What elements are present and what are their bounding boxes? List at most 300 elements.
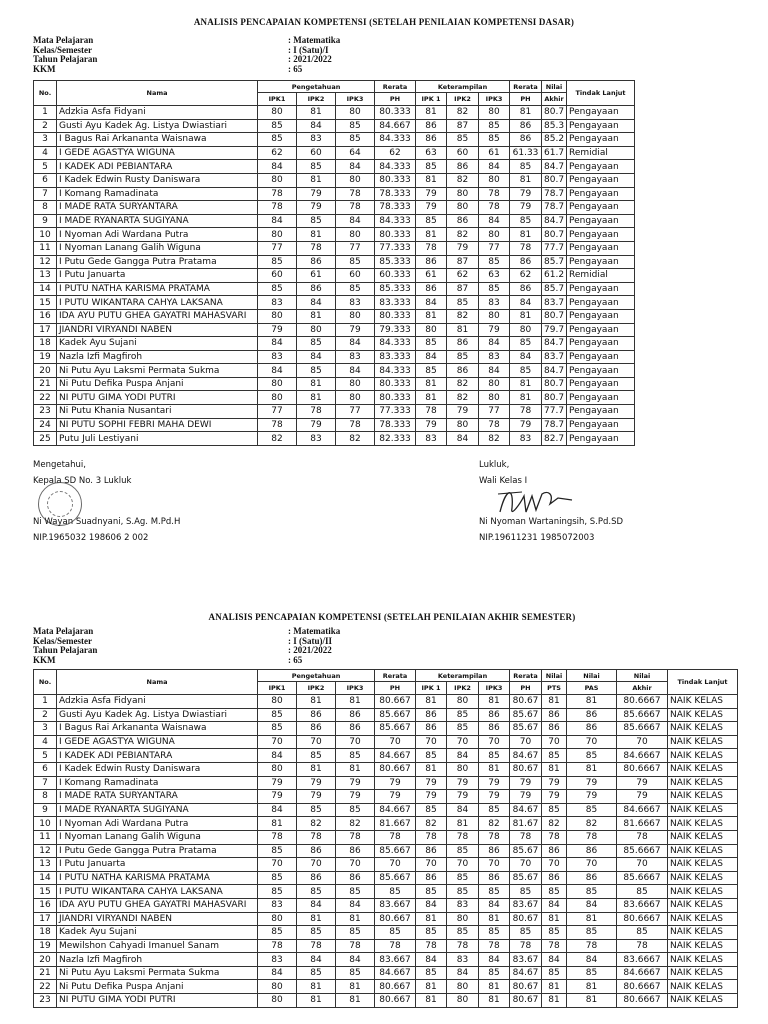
score-cell: 78 <box>510 405 542 419</box>
score-cell: 82 <box>447 377 479 391</box>
score-cell: 80 <box>258 980 297 994</box>
table-row <box>34 255 635 269</box>
score-cell: 70 <box>375 858 416 872</box>
score-cell: 86 <box>416 133 447 147</box>
report2-table <box>33 669 738 1008</box>
student-name: I MADE RYANARTA SUGIYANA <box>57 214 258 228</box>
student-name: I MADE RYANARTA SUGIYANA <box>57 803 258 817</box>
score-cell: 80 <box>258 173 297 187</box>
score-cell: 80.333 <box>375 391 416 405</box>
score-cell: 85 <box>297 749 336 763</box>
score-cell: 77.333 <box>375 405 416 419</box>
row-number: 2 <box>34 708 57 722</box>
table-row <box>34 762 738 776</box>
table-row <box>34 966 738 980</box>
score-cell: 86 <box>416 844 447 858</box>
student-name: IDA AYU PUTU GHEA GAYATRI MAHASVARI <box>57 898 258 912</box>
score-cell: 85 <box>258 133 297 147</box>
tindak-lanjut: Remidial <box>567 269 635 283</box>
row-number: 22 <box>34 391 57 405</box>
score-cell: 81 <box>567 980 617 994</box>
score-cell: 78 <box>510 830 542 844</box>
row-number: 9 <box>34 803 57 817</box>
score-cell: 85 <box>479 255 510 269</box>
score-cell: 84 <box>336 953 375 967</box>
table-row <box>34 885 738 899</box>
meta-row <box>33 656 340 666</box>
tindak-lanjut: Pengayaan <box>567 106 635 120</box>
score-cell: 81 <box>510 228 542 242</box>
score-cell: 84.667 <box>375 749 416 763</box>
tindak-lanjut: Pengayaan <box>567 228 635 242</box>
header-keterampilan: Keterampilan <box>416 670 510 682</box>
score-cell: 81 <box>297 173 336 187</box>
score-cell: 85 <box>297 214 336 228</box>
score-cell: 80.667 <box>375 994 416 1008</box>
score-cell: 85 <box>447 926 479 940</box>
score-cell: 85 <box>510 214 542 228</box>
score-cell: 83.7 <box>542 296 567 310</box>
score-cell: 83.6667 <box>617 898 668 912</box>
score-cell: 84 <box>336 898 375 912</box>
row-number: 12 <box>34 255 57 269</box>
score-cell: 85 <box>297 803 336 817</box>
score-cell: 80 <box>258 228 297 242</box>
score-cell: 85 <box>479 966 510 980</box>
score-cell: 86 <box>542 871 567 885</box>
meta-row <box>33 65 340 75</box>
score-cell: 82 <box>542 817 567 831</box>
score-cell: 80 <box>258 994 297 1008</box>
score-cell: 84 <box>479 160 510 174</box>
row-number: 1 <box>34 106 57 120</box>
score-cell: 70 <box>447 858 479 872</box>
score-cell: 80.67 <box>510 695 542 709</box>
meta-label: KKM <box>33 63 56 74</box>
score-cell: 80 <box>336 391 375 405</box>
score-cell: 81 <box>416 391 447 405</box>
table-row <box>34 695 738 709</box>
score-cell: 86 <box>336 722 375 736</box>
table-row <box>34 364 635 378</box>
tindak-lanjut: Pengayaan <box>567 201 635 215</box>
tindak-lanjut: Pengayaan <box>567 296 635 310</box>
score-cell: 85 <box>258 282 297 296</box>
score-cell: 85 <box>542 885 567 899</box>
score-cell: 83.667 <box>375 953 416 967</box>
table-row <box>34 106 635 120</box>
meta-value: : 2021/2022 <box>288 645 332 655</box>
score-cell: 80.7 <box>542 228 567 242</box>
score-cell: 86 <box>416 871 447 885</box>
report1-table <box>33 80 635 446</box>
score-cell: 84 <box>297 898 336 912</box>
score-cell: 85 <box>479 119 510 133</box>
table-row <box>34 749 738 763</box>
student-name: I Nyoman Adi Wardana Putra <box>57 228 258 242</box>
score-cell: 80 <box>416 323 447 337</box>
student-name: Ni Putu Ayu Laksmi Permata Sukma <box>57 364 258 378</box>
tindak-lanjut: NAIK KELAS <box>668 844 738 858</box>
tindak-lanjut: Pengayaan <box>567 119 635 133</box>
score-cell: 60 <box>258 269 297 283</box>
score-cell: 85 <box>258 722 297 736</box>
score-cell: 63 <box>479 269 510 283</box>
row-number: 21 <box>34 966 57 980</box>
tindak-lanjut: Remidial <box>567 146 635 160</box>
score-cell: 83 <box>447 898 479 912</box>
score-cell: 70 <box>542 858 567 872</box>
tindak-lanjut: NAIK KELAS <box>668 926 738 940</box>
score-cell: 85 <box>258 255 297 269</box>
score-cell: 85 <box>336 885 375 899</box>
tindak-lanjut: Pengayaan <box>567 160 635 174</box>
score-cell: 79 <box>447 405 479 419</box>
score-cell: 84 <box>336 337 375 351</box>
tindak-lanjut: NAIK KELAS <box>668 830 738 844</box>
score-cell: 83 <box>258 296 297 310</box>
row-number: 15 <box>34 296 57 310</box>
meta-value: : Matematika <box>288 626 341 636</box>
score-cell: 85.6667 <box>617 844 668 858</box>
tindak-lanjut: NAIK KELAS <box>668 803 738 817</box>
score-cell: 79 <box>297 776 336 790</box>
score-cell: 80 <box>479 377 510 391</box>
table-row <box>34 119 635 133</box>
score-cell: 82 <box>336 432 375 446</box>
score-cell: 79 <box>416 418 447 432</box>
score-cell: 84 <box>447 803 479 817</box>
score-cell: 83.667 <box>375 898 416 912</box>
score-cell: 80.67 <box>510 762 542 776</box>
row-number: 4 <box>34 146 57 160</box>
score-cell: 86 <box>447 214 479 228</box>
score-cell: 77 <box>336 241 375 255</box>
score-cell: 79 <box>479 790 510 804</box>
score-cell: 86 <box>479 708 510 722</box>
score-cell: 61.33 <box>510 146 542 160</box>
score-cell: 86 <box>297 871 336 885</box>
tindak-lanjut: NAIK KELAS <box>668 885 738 899</box>
row-number: 5 <box>34 749 57 763</box>
row-number: 19 <box>34 350 57 364</box>
score-cell: 77 <box>479 405 510 419</box>
score-cell: 81 <box>567 994 617 1008</box>
header-pengetahuan: Pengetahuan <box>258 81 375 93</box>
score-cell: 78 <box>617 830 668 844</box>
score-cell: 78 <box>297 405 336 419</box>
score-cell: 85 <box>447 844 479 858</box>
score-cell: 85 <box>258 119 297 133</box>
score-cell: 81 <box>542 695 567 709</box>
score-cell: 86 <box>542 722 567 736</box>
score-cell: 84 <box>479 953 510 967</box>
score-cell: 84.7 <box>542 160 567 174</box>
score-cell: 82 <box>447 106 479 120</box>
score-cell: 83 <box>336 350 375 364</box>
score-cell: 80 <box>447 187 479 201</box>
row-number: 15 <box>34 885 57 899</box>
score-cell: 78 <box>479 187 510 201</box>
score-cell: 84 <box>258 749 297 763</box>
score-cell: 78 <box>542 939 567 953</box>
table-row <box>34 337 635 351</box>
score-cell: 81.67 <box>510 817 542 831</box>
score-cell: 77.7 <box>542 405 567 419</box>
student-name: Ni Putu Khania Nusantari <box>57 405 258 419</box>
header-ipk-3: IPK3 <box>479 682 510 695</box>
report1-meta <box>33 36 340 74</box>
score-cell: 84.667 <box>375 119 416 133</box>
score-cell: 85.667 <box>375 871 416 885</box>
score-cell: 83 <box>258 898 297 912</box>
header-nilai: Nilai <box>567 670 617 682</box>
header-ph: PH <box>510 93 542 106</box>
score-cell: 85 <box>375 926 416 940</box>
score-cell: 82 <box>479 432 510 446</box>
table-row <box>34 187 635 201</box>
score-cell: 86 <box>416 282 447 296</box>
score-cell: 78 <box>479 830 510 844</box>
tindak-lanjut: NAIK KELAS <box>668 708 738 722</box>
row-number: 18 <box>34 337 57 351</box>
table-row <box>34 735 738 749</box>
score-cell: 70 <box>479 735 510 749</box>
score-cell: 85 <box>567 926 617 940</box>
score-cell: 81.667 <box>375 817 416 831</box>
row-number: 22 <box>34 980 57 994</box>
score-cell: 79 <box>336 776 375 790</box>
score-cell: 84.7 <box>542 214 567 228</box>
score-cell: 86 <box>447 337 479 351</box>
score-cell: 81 <box>297 994 336 1008</box>
score-cell: 85 <box>416 803 447 817</box>
score-cell: 78 <box>336 187 375 201</box>
score-cell: 84.7 <box>542 364 567 378</box>
score-cell: 85 <box>510 926 542 940</box>
score-cell: 85 <box>479 133 510 147</box>
row-number: 8 <box>34 201 57 215</box>
score-cell: 80 <box>447 912 479 926</box>
score-cell: 84.6667 <box>617 749 668 763</box>
score-cell: 79 <box>447 776 479 790</box>
table-row <box>34 803 738 817</box>
score-cell: 78 <box>336 830 375 844</box>
score-cell: 70 <box>479 858 510 872</box>
report2-meta <box>33 627 340 665</box>
header-ipk3: IPK3 <box>336 93 375 106</box>
score-cell: 81 <box>447 817 479 831</box>
student-name: I PUTU WIKANTARA CAHYA LAKSANA <box>57 885 258 899</box>
header-ipk-3: IPK3 <box>479 93 510 106</box>
score-cell: 86 <box>567 844 617 858</box>
score-cell: 85.7 <box>542 255 567 269</box>
score-cell: 85 <box>297 926 336 940</box>
student-name: I MADE RATA SURYANTARA <box>57 790 258 804</box>
table-row <box>34 228 635 242</box>
tindak-lanjut: Pengayaan <box>567 337 635 351</box>
tindak-lanjut: Pengayaan <box>567 432 635 446</box>
score-cell: 85 <box>416 966 447 980</box>
score-cell: 85 <box>567 803 617 817</box>
score-cell: 80.67 <box>510 994 542 1008</box>
tindak-lanjut: NAIK KELAS <box>668 966 738 980</box>
score-cell: 85 <box>416 364 447 378</box>
student-name: IDA AYU PUTU GHEA GAYATRI MAHASVARI <box>57 309 258 323</box>
row-number: 25 <box>34 432 57 446</box>
student-name: I Nyoman Lanang Galih Wiguna <box>57 241 258 255</box>
score-cell: 83 <box>479 350 510 364</box>
score-cell: 78 <box>416 939 447 953</box>
score-cell: 80 <box>479 228 510 242</box>
score-cell: 81 <box>258 817 297 831</box>
student-name: I Nyoman Adi Wardana Putra <box>57 817 258 831</box>
score-cell: 62 <box>447 269 479 283</box>
score-cell: 79 <box>416 790 447 804</box>
score-cell: 78.333 <box>375 418 416 432</box>
score-cell: 80 <box>447 980 479 994</box>
score-cell: 80.6667 <box>617 912 668 926</box>
table-row <box>34 830 738 844</box>
table-row <box>34 844 738 858</box>
tindak-lanjut: NAIK KELAS <box>668 953 738 967</box>
header-nilai: Nilai <box>542 81 567 93</box>
row-number: 20 <box>34 364 57 378</box>
table-row <box>34 350 635 364</box>
header-tindak-lanjut: Tindak Lanjut <box>567 81 635 106</box>
student-name: I Putu Gede Gangga Putra Pratama <box>57 255 258 269</box>
score-cell: 81 <box>297 228 336 242</box>
score-cell: 81 <box>567 695 617 709</box>
table-row <box>34 790 738 804</box>
score-cell: 80 <box>258 695 297 709</box>
header-ipk-1: IPK 1 <box>416 93 447 106</box>
signature-caption: Mengetahui, <box>33 460 86 470</box>
tindak-lanjut: Pengayaan <box>567 241 635 255</box>
score-cell: 86 <box>416 722 447 736</box>
score-cell: 79 <box>567 776 617 790</box>
score-cell: 78 <box>447 939 479 953</box>
score-cell: 70 <box>416 735 447 749</box>
meta-label: Tahun Pelajaran <box>33 54 98 64</box>
score-cell: 85 <box>567 749 617 763</box>
score-cell: 81 <box>416 980 447 994</box>
score-cell: 84 <box>258 803 297 817</box>
score-cell: 79 <box>375 790 416 804</box>
score-cell: 85 <box>297 364 336 378</box>
header-no: No. <box>34 81 57 106</box>
row-number: 1 <box>34 695 57 709</box>
principal-name-block <box>33 514 180 546</box>
score-cell: 85 <box>297 885 336 899</box>
score-cell: 70 <box>297 858 336 872</box>
score-cell: 87 <box>447 119 479 133</box>
score-cell: 84 <box>258 160 297 174</box>
score-cell: 85.7 <box>542 282 567 296</box>
score-cell: 80.333 <box>375 106 416 120</box>
score-cell: 85.6667 <box>617 708 668 722</box>
score-cell: 62 <box>375 146 416 160</box>
student-name: I GEDE AGASTYA WIGUNA <box>57 146 258 160</box>
score-cell: 84 <box>297 296 336 310</box>
header-pas: PAS <box>567 682 617 695</box>
score-cell: 81 <box>336 762 375 776</box>
score-cell: 85 <box>336 749 375 763</box>
score-cell: 86 <box>297 722 336 736</box>
score-cell: 85 <box>258 871 297 885</box>
student-name: I Kadek Edwin Rusty Daniswara <box>57 173 258 187</box>
tindak-lanjut: NAIK KELAS <box>668 749 738 763</box>
score-cell: 70 <box>336 735 375 749</box>
score-cell: 85 <box>336 133 375 147</box>
score-cell: 80 <box>447 201 479 215</box>
student-name: Gusti Ayu Kadek Ag. Listya Dwiastiari <box>57 708 258 722</box>
score-cell: 86 <box>336 708 375 722</box>
score-cell: 80.667 <box>375 912 416 926</box>
score-cell: 79 <box>447 790 479 804</box>
score-cell: 80.6667 <box>617 980 668 994</box>
tindak-lanjut: NAIK KELAS <box>668 858 738 872</box>
meta-label: Mata Pelajaran <box>33 626 94 636</box>
report2-title: ANALISIS PENCAPAIAN KOMPETENSI (SETELAH PENILAIAN AKHIR SEMESTER) <box>208 612 576 622</box>
score-cell: 85 <box>510 885 542 899</box>
score-cell: 84 <box>416 953 447 967</box>
tindak-lanjut: NAIK KELAS <box>668 722 738 736</box>
score-cell: 79 <box>416 201 447 215</box>
score-cell: 84 <box>447 966 479 980</box>
score-cell: 78 <box>567 939 617 953</box>
score-cell: 78 <box>258 830 297 844</box>
score-cell: 83 <box>297 133 336 147</box>
score-cell: 77.7 <box>542 241 567 255</box>
row-number: 11 <box>34 241 57 255</box>
student-name: Mewilshon Cahyadi Imanuel Sanam <box>57 939 258 953</box>
student-name: NI PUTU SOPHI FEBRI MAHA DEWI <box>57 418 258 432</box>
score-cell: 79 <box>416 187 447 201</box>
score-cell: 70 <box>510 735 542 749</box>
row-number: 7 <box>34 187 57 201</box>
score-cell: 80 <box>258 377 297 391</box>
student-name: I PUTU NATHA KARISMA PRATAMA <box>57 282 258 296</box>
score-cell: 81 <box>567 912 617 926</box>
score-cell: 78 <box>479 939 510 953</box>
meta-value: : Matematika <box>288 35 341 45</box>
score-cell: 70 <box>336 858 375 872</box>
score-cell: 85 <box>447 708 479 722</box>
score-cell: 84 <box>297 119 336 133</box>
table-row <box>34 133 635 147</box>
score-cell: 82 <box>447 228 479 242</box>
score-cell: 79 <box>258 790 297 804</box>
score-cell: 85 <box>447 296 479 310</box>
score-cell: 80.667 <box>375 980 416 994</box>
score-cell: 85 <box>416 749 447 763</box>
score-cell: 84 <box>416 296 447 310</box>
row-number: 11 <box>34 830 57 844</box>
score-cell: 84.67 <box>510 803 542 817</box>
score-cell: 85.3 <box>542 119 567 133</box>
student-name: Nazla Izfi Magfiroh <box>57 953 258 967</box>
score-cell: 79 <box>416 776 447 790</box>
score-cell: 85 <box>447 133 479 147</box>
score-cell: 62 <box>258 146 297 160</box>
score-cell: 80.667 <box>375 762 416 776</box>
score-cell: 80 <box>336 228 375 242</box>
score-cell: 85 <box>567 966 617 980</box>
score-cell: 84 <box>447 432 479 446</box>
student-name: I GEDE AGASTYA WIGUNA <box>57 735 258 749</box>
score-cell: 81 <box>479 695 510 709</box>
